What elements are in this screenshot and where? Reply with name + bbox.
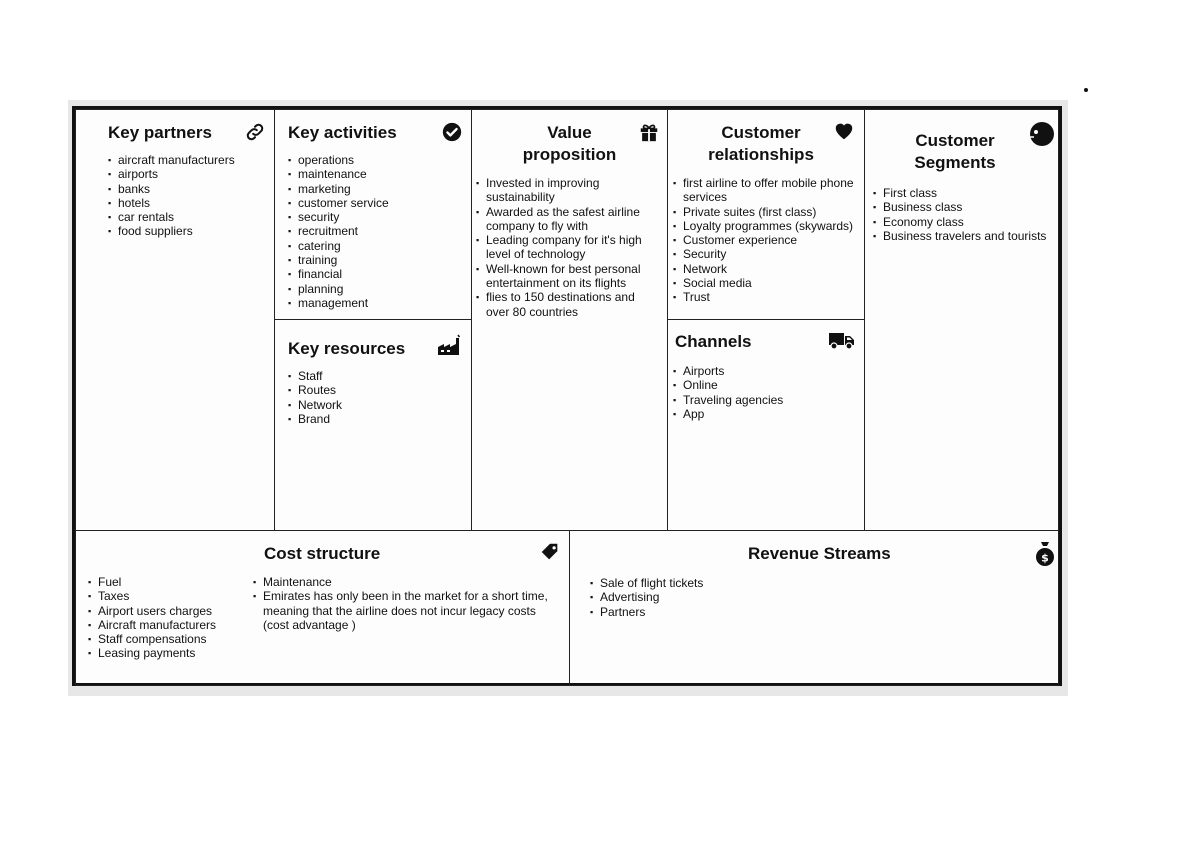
list-item: ▪ Network xyxy=(288,398,463,412)
list-item: ▪ Leading company for it's high level of technology xyxy=(476,233,660,262)
list-item: ▪ food suppliers xyxy=(108,224,273,238)
list-item: ▪ Well-known for best personal entertainment on its flights xyxy=(476,262,660,291)
list-item: ▪ Sale of flight tickets xyxy=(590,576,890,590)
list-item: ▪ Online xyxy=(673,378,859,392)
list-item: ▪ management xyxy=(288,296,463,310)
key-activities-block xyxy=(274,109,472,320)
list-item: ▪ Customer experience xyxy=(673,233,859,247)
list-item: ▪ security xyxy=(288,210,463,224)
customer-relationships-title-line1: Customer xyxy=(721,123,801,142)
list-item: ▪ Aircraft manufacturers xyxy=(88,618,248,632)
customer-segments-title xyxy=(885,130,1025,174)
check-circle-icon xyxy=(441,121,463,143)
list-item: ▪ flies to 150 destinations and over 80 countries xyxy=(476,290,660,319)
list-item: ▪ Business travelers and tourists xyxy=(873,229,1059,243)
gift-icon xyxy=(638,121,660,143)
money-bag-icon xyxy=(1034,541,1056,567)
list-item: ▪ airports xyxy=(108,167,273,181)
key-activities-title: Key activities xyxy=(288,123,397,142)
list-item: ▪ Awarded as the safest airline company to fly with xyxy=(476,205,660,234)
cost-structure-list-right xyxy=(253,575,553,632)
list-item: ▪ planning xyxy=(288,282,463,296)
key-partners-block xyxy=(75,109,275,531)
list-item: ▪ financial xyxy=(288,267,463,281)
list-item: ▪ Traveling agencies xyxy=(673,393,859,407)
tag-icon xyxy=(539,541,561,563)
list-item: ▪ Invested in improving sustainability xyxy=(476,176,660,205)
customer-relationships-title xyxy=(686,122,836,166)
list-item: ▪ Loyalty programmes (skywards) xyxy=(673,219,859,233)
list-item: ▪ Brand xyxy=(288,412,463,426)
truck-icon xyxy=(828,329,856,351)
list-item: ▪ Business class xyxy=(873,200,1059,214)
business-model-canvas xyxy=(72,106,1062,686)
list-item: ▪ customer service xyxy=(288,196,463,210)
link-icon xyxy=(244,121,266,143)
revenue-streams-list xyxy=(590,576,890,619)
list-item: ▪ Routes xyxy=(288,383,463,397)
heart-icon xyxy=(833,120,855,142)
list-item: ▪ App xyxy=(673,407,859,421)
list-item: ▪ Economy class xyxy=(873,215,1059,229)
cost-structure-block xyxy=(75,530,570,686)
value-proposition-title xyxy=(492,122,647,166)
list-item: ▪ catering xyxy=(288,239,463,253)
list-item: ▪ marketing xyxy=(288,182,463,196)
key-resources-list xyxy=(288,369,463,426)
channels-list xyxy=(673,364,859,421)
list-item: ▪ operations xyxy=(288,153,463,167)
key-resources-title: Key resources xyxy=(288,339,406,358)
key-activities-list xyxy=(288,153,463,310)
channels-title: Channels xyxy=(675,332,752,351)
list-item: ▪ Fuel xyxy=(88,575,248,589)
list-item: ▪ hotels xyxy=(108,196,273,210)
list-item: ▪ Airports xyxy=(673,364,859,378)
list-item: ▪ Security xyxy=(673,247,859,261)
list-item: ▪ Maintenance xyxy=(253,575,553,589)
cost-structure-list-left xyxy=(88,575,248,661)
list-item: ▪ Staff xyxy=(288,369,463,383)
revenue-streams-title: Revenue Streams xyxy=(748,544,891,563)
list-item: ▪ aircraft manufacturers xyxy=(108,153,273,167)
list-item: ▪ Social media xyxy=(673,276,859,290)
channels-block xyxy=(667,319,865,531)
list-item: ▪ training xyxy=(288,253,463,267)
list-item: ▪ Trust xyxy=(673,290,859,304)
value-proposition-block xyxy=(471,109,668,531)
list-item: ▪ Taxes xyxy=(88,589,248,603)
list-item: ▪ Partners xyxy=(590,605,890,619)
stray-dot xyxy=(1084,88,1088,92)
key-resources-block xyxy=(274,319,472,531)
list-item: ▪ maintenance xyxy=(288,167,463,181)
value-proposition-title-line1: Value xyxy=(547,123,592,142)
value-proposition-list xyxy=(476,176,660,319)
customer-segments-title-line1: Customer xyxy=(915,131,995,150)
list-item: ▪ Advertising xyxy=(590,590,890,604)
cost-structure-title: Cost structure xyxy=(264,544,381,563)
list-item: ▪ Private suites (first class) xyxy=(673,205,859,219)
list-item: ▪ Network xyxy=(673,262,859,276)
customer-segments-title-line2: Segments xyxy=(914,153,996,172)
face-icon xyxy=(1029,121,1055,147)
customer-segments-block xyxy=(864,109,1059,531)
list-item: ▪ Staff compensations xyxy=(88,632,248,646)
customer-relationships-title-line2: relationships xyxy=(708,145,814,164)
factory-icon xyxy=(437,334,463,356)
list-item: ▪ car rentals xyxy=(108,210,273,224)
list-item: ▪ first airline to offer mobile phone services xyxy=(673,176,859,205)
customer-relationships-list xyxy=(673,176,859,305)
list-item: ▪ First class xyxy=(873,186,1059,200)
list-item: ▪ Leasing payments xyxy=(88,646,248,660)
revenue-streams-block xyxy=(569,530,1059,686)
customer-segments-list xyxy=(873,186,1059,243)
list-item: ▪ Emirates has only been in the market for a short time, meaning that the airline does not incur legacy costs (cost advantage ) xyxy=(253,589,553,632)
customer-relationships-block xyxy=(667,109,865,320)
list-item: ▪ recruitment xyxy=(288,224,463,238)
list-item: ▪ Airport users charges xyxy=(88,604,248,618)
list-item: ▪ banks xyxy=(108,182,273,196)
key-partners-title: Key partners xyxy=(108,123,212,142)
svg-text:$: $ xyxy=(1041,551,1049,565)
value-proposition-title-line2: proposition xyxy=(522,145,617,164)
key-partners-list xyxy=(108,153,273,239)
